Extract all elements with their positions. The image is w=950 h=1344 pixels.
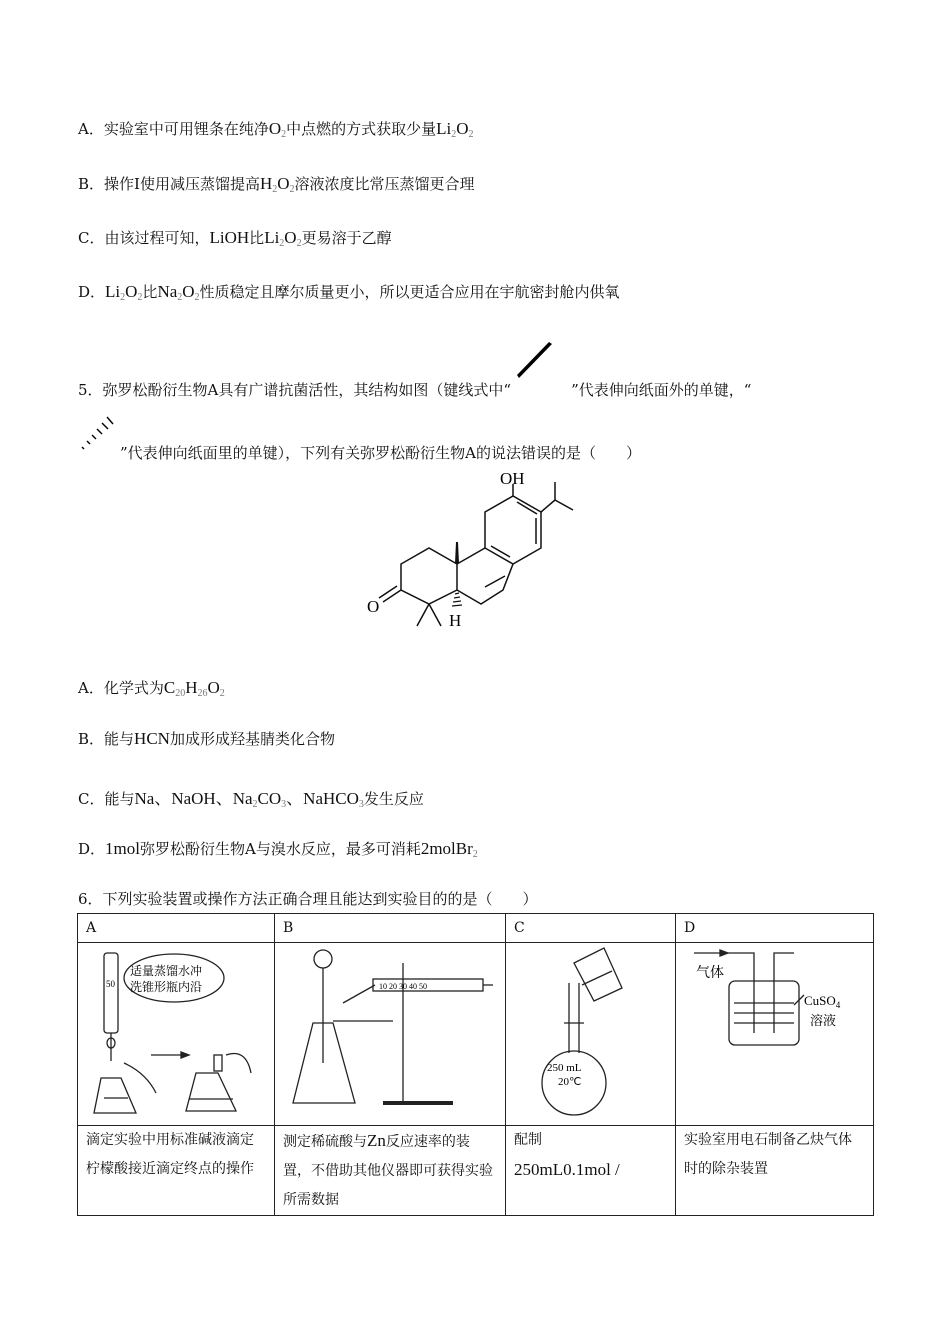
hash-bond-icon xyxy=(78,443,120,458)
formula-h2o2: $H_2O_2$ xyxy=(259,174,295,195)
formula-li2o2: $Li_2O_2$ xyxy=(264,228,302,249)
option-text: 加成形成羟基腈类化合物 xyxy=(169,730,335,748)
q6-options-table xyxy=(77,913,874,1216)
question-5-stem-line2 xyxy=(78,442,641,463)
svg-text:250 mL: 250 mL xyxy=(547,1062,582,1074)
formula-li2o2: $Li_2O_2$ xyxy=(436,119,474,140)
option-text: 化学式为 xyxy=(103,679,164,697)
option-label: A． xyxy=(78,120,104,138)
svg-text:气体: 气体 xyxy=(696,965,724,981)
figure-d-gas-washing-bottle xyxy=(676,943,874,1126)
header-a: A xyxy=(78,914,275,943)
option-text: 性质稳定且摩尔质量更小，所以更适合应用在宇航密封舱内供氧 xyxy=(199,283,620,301)
formula-list: Na、NaOH、$Na_2CO_3$、NaHCO$_3$ xyxy=(134,789,364,810)
option-label: B． xyxy=(78,175,105,193)
option-d xyxy=(78,281,620,303)
svg-text:洗锥形瓶内沿: 洗锥形瓶内沿 xyxy=(130,980,203,994)
option-label: B． xyxy=(78,730,105,748)
stem-text: ”代表伸向纸面外的单键，“ xyxy=(571,381,752,399)
q5-option-b xyxy=(78,728,335,749)
svg-text:CuSO4: CuSO$_4$ xyxy=(804,993,841,1010)
desc-d: 实验室用电石制备乙炔气体时的除杂装置 xyxy=(676,1126,874,1216)
stem-text: ”代表伸向纸面里的单键），下列有关弥罗松酚衍生物A的说法错误的是（ ） xyxy=(120,444,642,462)
option-text: 实验室中可用锂条在纯净 xyxy=(103,120,269,138)
ketone-o-label: O xyxy=(367,597,380,616)
option-text: 能与 xyxy=(104,790,135,808)
option-label: C． xyxy=(78,790,105,808)
desc-c: 配制 250mL0.1mol / xyxy=(506,1126,676,1216)
oh-label: OH xyxy=(500,470,525,488)
option-text: 发生反应 xyxy=(363,790,424,808)
option-text: 能与 xyxy=(104,730,135,748)
figure-a-titration xyxy=(78,943,275,1126)
formula-1mol: 1mol xyxy=(105,839,140,858)
formula-o2: $O_2$ xyxy=(268,119,287,140)
figure-b-rate-apparatus xyxy=(275,943,506,1126)
stem-text: 5．弥罗松酚衍生物A具有广谱抗菌活性，其结构如图（键线式中“ xyxy=(78,381,512,399)
q5-option-d xyxy=(78,838,478,860)
option-text: 比 xyxy=(249,229,265,247)
formula-li2o2: $Li_2O_2$ xyxy=(105,282,143,303)
option-label: C． xyxy=(78,229,105,247)
header-b: B xyxy=(275,914,506,943)
question-5-stem-line1 xyxy=(78,379,751,400)
option-c xyxy=(78,227,392,249)
option-text: 更易溶于乙醇 xyxy=(301,229,392,247)
h-label: H xyxy=(449,611,462,630)
formula-2molbr2: 2molBr$_2$ xyxy=(420,839,478,860)
formula-c20h26o2: $C_{20}H_{26}O_2$ xyxy=(163,678,225,699)
q5-option-a xyxy=(78,677,225,699)
svg-text:50: 50 xyxy=(106,979,115,989)
figure-c-volumetric-flask xyxy=(506,943,676,1126)
option-label: A． xyxy=(78,679,104,697)
desc-b: 测定稀硫酸与Zn反应速率的装置，不借助其他仪器即可获得实验所需数据 xyxy=(275,1126,506,1216)
option-text: 操作Ⅰ使用减压蒸馏提高 xyxy=(104,175,260,193)
svg-text:10 20 30 40 50: 10 20 30 40 50 xyxy=(379,982,427,991)
header-c: C xyxy=(506,914,676,943)
option-label: D． xyxy=(78,283,106,301)
molecule-structure xyxy=(355,470,585,640)
option-text: 由该过程可知， xyxy=(104,229,210,247)
svg-text:适量蒸馏水冲: 适量蒸馏水冲 xyxy=(130,964,203,978)
q5-option-c xyxy=(78,784,424,810)
formula-lioh: LiOH xyxy=(209,228,250,247)
svg-text:溶液: 溶液 xyxy=(810,1014,837,1029)
option-text: 溶液浓度比常压蒸馏更合理 xyxy=(294,175,475,193)
formula-hcn: HCN xyxy=(134,729,170,748)
formula-na2o2: $Na_2O_2$ xyxy=(157,282,200,303)
option-b xyxy=(78,173,475,195)
svg-text:20℃: 20℃ xyxy=(558,1076,582,1088)
desc-a: 滴定实验中用标准碱液滴定柠檬酸接近滴定终点的操作 xyxy=(78,1126,275,1216)
option-text: 比 xyxy=(142,283,158,301)
option-text: 弥罗松酚衍生物A与溴水反应，最多可消耗 xyxy=(139,840,421,858)
question-6-stem: 6．下列实验装置或操作方法正确合理且能达到实验目的的是（ ） xyxy=(78,890,538,908)
option-text: 中点燃的方式获取少量 xyxy=(286,120,437,138)
header-d: D xyxy=(676,914,874,943)
option-a xyxy=(78,118,474,140)
option-label: D． xyxy=(78,840,106,858)
wedge-bond-icon xyxy=(511,380,571,395)
